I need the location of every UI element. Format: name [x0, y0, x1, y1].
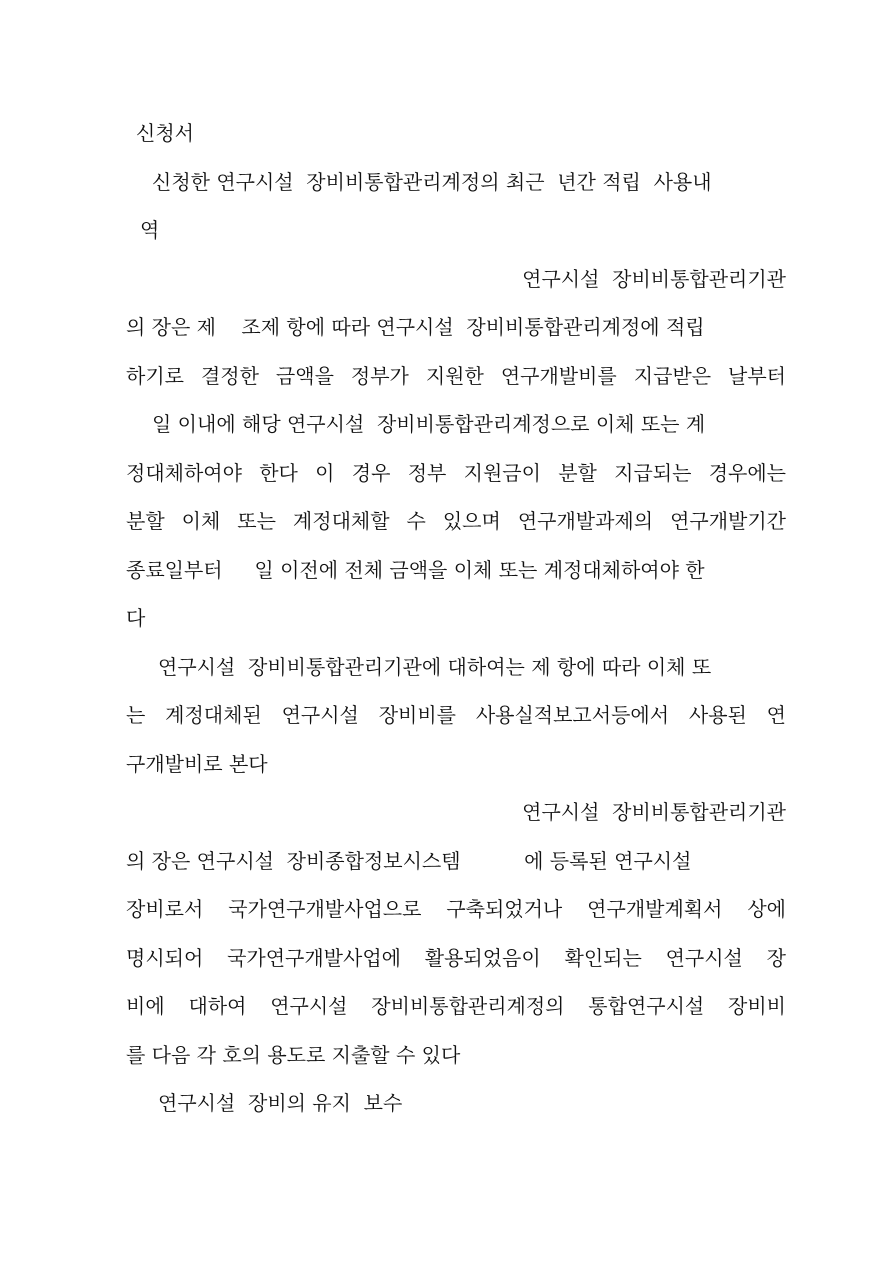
text-line: 명시되어 국가연구개발사업에 활용되었음이 확인되는 연구시설 장 — [126, 946, 786, 970]
text-line: 의 장은 제 조제 항에 따라 연구시설 장비비통합관리계정에 적립 — [126, 315, 705, 339]
text-line: 정대체하여야 한다 이 경우 정부 지원금이 분할 지급되는 경우에는 — [126, 461, 786, 485]
text-line: 분할 이체 또는 계정대체할 수 있으며 연구개발과제의 연구개발기간 — [126, 509, 786, 533]
text-line: 비에 대하여 연구시설 장비비통합관리계정의 통합연구시설 장비비 — [126, 994, 786, 1018]
text-line: 연구시설 장비비통합관리기관 — [522, 800, 786, 824]
text-line: 는 계정대체된 연구시설 장비비를 사용실적보고서등에서 사용된 연 — [126, 703, 786, 727]
text-line: 일 이내에 해당 연구시설 장비비통합관리계정으로 이체 또는 계 — [152, 412, 706, 436]
text-line: 구개발비로 본다 — [126, 752, 268, 776]
text-line: 연구시설 장비비통합관리기관에 대하여는 제 항에 따라 이체 또 — [158, 655, 712, 679]
text-line: 의 장은 연구시설 장비종합정보시스템 에 등록된 연구시설 — [126, 849, 692, 873]
text-line: 신청한 연구시설 장비비통합관리계정의 최근 년간 적립 사용내 — [152, 170, 712, 194]
text-line: 연구시설 장비의 유지 보수 — [158, 1091, 403, 1115]
text-line: 역 — [140, 218, 160, 242]
text-line: 하기로 결정한 금액을 정부가 지원한 연구개발비를 지급받은 날부터 — [126, 364, 786, 388]
text-line: 를 다음 각 호의 용도로 지출할 수 있다 — [126, 1043, 461, 1067]
text-line: 장비로서 국가연구개발사업으로 구축되었거나 연구개발계획서 상에 — [126, 897, 786, 921]
text-line: 신청서 — [136, 121, 194, 145]
text-line: 다 — [126, 606, 146, 630]
text-line: 종료일부터 일 이전에 전체 금액을 이체 또는 계정대체하여야 한 — [126, 558, 705, 582]
text-line: 연구시설 장비비통합관리기관 — [522, 267, 786, 291]
